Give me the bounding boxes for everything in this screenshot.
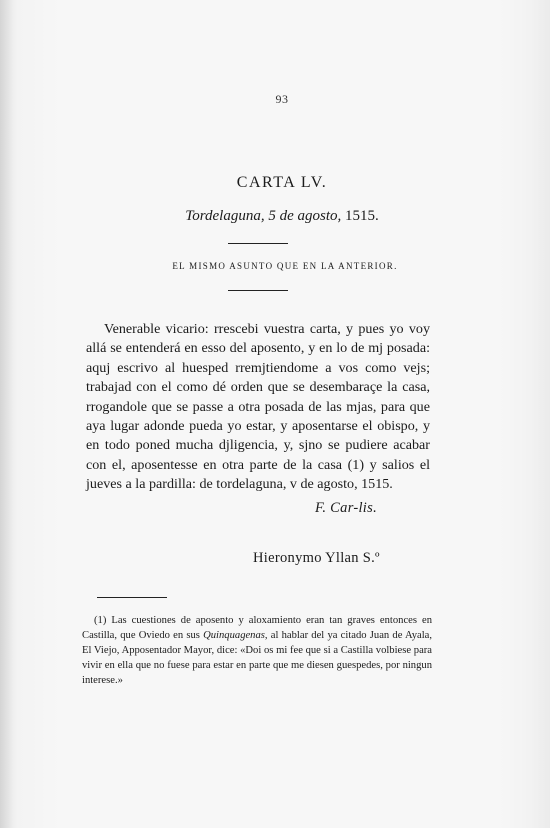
place-date-text: Tordelaguna, 5 de agosto, <box>185 208 342 224</box>
letter-place-date <box>0 208 550 225</box>
footnote-separator <box>97 597 167 598</box>
letter-countersign: Hieronymo Yllan S.º <box>253 550 380 566</box>
letter-title: CARTA LV. <box>236 174 328 191</box>
letter-body: Venerable vicario: rrescebi vuestra carta, y pues yo voy allá se entenderá en esso del aposento, y en lo de mj posada: aquj escrivo al huesped rremjtiendome a vos como vejs; trabajad con el como dé orden que se desembaraçe la casa, rrogandole que se passe a otra posada de las mjas, para que aya lugar adonde pueda yo estar, y aposentarse el obispo, y en todo poned mucha djligencia, y, sjno se pudiere acabar con el, aposentesse en otra parte de la casa (1) y salios el jueves a la pardilla: de tordelaguna, v de agosto, 1515. <box>86 321 430 493</box>
place-date-year: 1515. <box>344 208 379 224</box>
page-binding-shadow <box>0 0 14 828</box>
footnote-text-start: (1) Las cuestiones de aposento y aloxamiento eran tan graves entonces en Castilla, que Oviedo en sus <box>82 615 432 641</box>
letter-signature: F. Car-lis. <box>315 500 377 516</box>
letter-subject: EL MISMO ASUNTO QUE EN LA ANTERIOR. <box>172 261 398 271</box>
footnote <box>82 613 432 688</box>
divider-rule-top <box>228 243 288 244</box>
footnote-text-end: , al hablar del ya citado Juan de Ayala, El Viejo, Apposentador Mayor, dice: «Doi os mi fee que si a Castilla volbiese para vivir en ella que no fuese para estar en parte que me diesen guespedes, por ningun interese.» <box>82 630 433 686</box>
footnote-work-title: Quinquagenas <box>203 630 265 641</box>
divider-rule-bottom <box>228 290 288 291</box>
page-number: 93 <box>275 92 289 106</box>
